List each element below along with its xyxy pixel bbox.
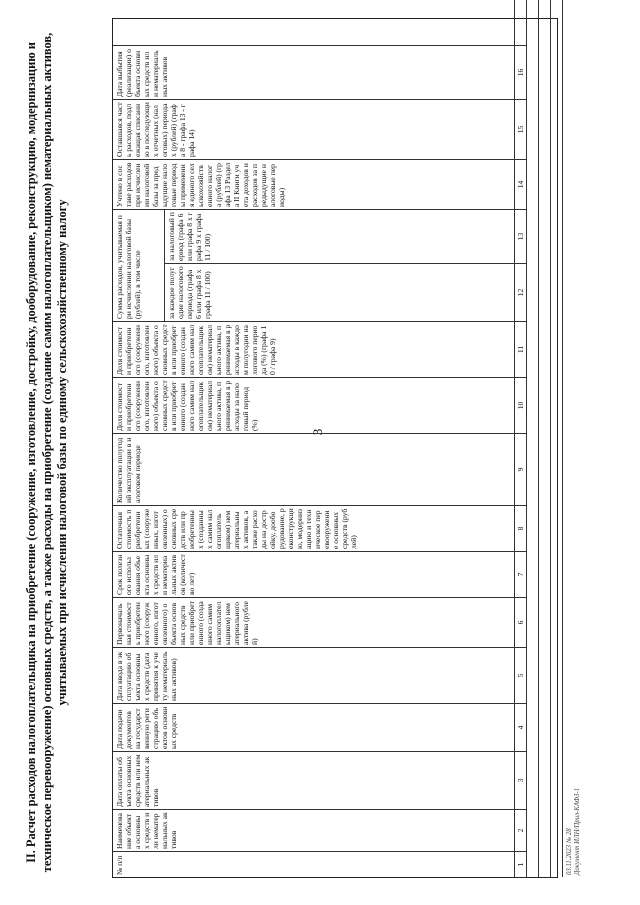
header-col-12: за каждое полугодие налогового периода (графа 6 или графа 8 x графа 11 / 100)	[165, 263, 515, 321]
column-number: 2	[515, 809, 527, 851]
header-col-6: Первоначальная стоимость приобретенного (сооруженного, изготовленного) объекта основных средств или приобретенного (созданного самим налогоплательщиком) нематериального актива (рублей)	[113, 597, 515, 647]
header-col-15: Оставшаяся часть расходов, подлежащая списанию в последующих отчетных (налоговых) периодах (рублей) (графа 8 - графа 13 - графа 14)	[113, 99, 515, 159]
header-col-1: № п/п	[113, 851, 515, 877]
column-number: 8	[515, 505, 527, 551]
column-number: 9	[515, 433, 527, 505]
header-col-9: Количество полугодий эксплуатации в налоговом периоде	[113, 433, 515, 505]
header-col-8: Остаточная стоимость приобретенных (сооруженных, изготовленных) основных средств или приобретенных (созданных самим налогоплательщиком) нематериальных активов, а также расходы на достройку, дооборудование, реконструкцию, модернизацию и техническое перевооружение основных средств (рублей)	[113, 505, 515, 551]
header-col-10: Доля стоимости приобретенного (сооруженного, изготовленного) объекта основных средств или приобретенного (созданного самим налогоплательщиком) нематериального актива, принимаемая в расходы за налоговый период (%)	[113, 377, 515, 433]
table-row	[527, 0, 539, 877]
header-col-5: Дата ввода в эксплуатацию объекта основных средств (дата принятия к учету нематериальных активов)	[113, 647, 515, 703]
document-footer	[566, 788, 582, 875]
table-row	[551, 0, 563, 877]
column-number: 3	[515, 751, 527, 809]
footer-line-date: 03.11.2023 № 28	[566, 828, 573, 875]
header-group-12-13: Сумма расходов, учитываемая при исчислении налоговой базы (рублей), в том числе	[113, 209, 165, 321]
column-number: 4	[515, 703, 527, 751]
column-number: 6	[515, 597, 527, 647]
expense-calculation-table	[112, 18, 558, 878]
column-number: 5	[515, 647, 527, 703]
header-col-14: Учтено в составе расходов при исчислении налоговой базы за предыдущие налоговые периоды применения единого сельскохозяйственного налога (рублей) (графа 13 Раздела II Книги учета доходов и расходов за предыдущие налоговые периоды)	[113, 159, 515, 209]
column-number: 11	[515, 321, 527, 377]
header-col-7: Срок полезного использования объекта основных средств или нематериальных активов (количество лет)	[113, 551, 515, 597]
header-col-16: Дата выбытия (реализации) объекта основных средств или нематериальных активов	[113, 45, 515, 99]
header-spare-column	[113, 0, 515, 45]
table-row	[563, 0, 575, 877]
header-col-11: Доля стоимости приобретенного (сооруженного, изготовленного) объекта основных средств или приобретенного (созданного самим налогоплательщиком) нематериального актива, принимаемая в расходы в каждом полугодии налогового периода (%) (графа 10 / графа 9)	[113, 321, 515, 377]
column-number: 16	[515, 45, 527, 99]
header-col-3: Дата оплаты объекта основных средств или нематериальных активов	[113, 751, 515, 809]
footer-line-doc: Документ ИЛН/Прил-КАФ3-1	[574, 787, 581, 875]
column-number: 13	[515, 209, 527, 263]
table-row	[539, 0, 551, 877]
column-number: 1	[515, 851, 527, 877]
column-number: 14	[515, 159, 527, 209]
column-number: 10	[515, 377, 527, 433]
section-heading: II. Расчет расходов налогоплательщика на приобретение (сооружение, изготовление, достройку, дооборудование, реконструкцию, модернизацию и техническое перевооружение) основных средств, а также расходы на приобретение (создание самим налогоплательщиком) нематериальных активов, учитываемых при исчислении налоговой базы по единому сельскохозяйственному налогу	[24, 32, 69, 873]
page-number: 3	[310, 428, 325, 436]
column-number: 15	[515, 99, 527, 159]
column-number-spare	[515, 0, 527, 45]
header-col-2: Наименование объекта основных средств или нематериальных активов	[113, 809, 515, 851]
column-number: 7	[515, 551, 527, 597]
header-col-4: Дата подачи документов на государственную регистрацию объектов основных средств	[113, 703, 515, 751]
column-number: 12	[515, 263, 527, 321]
header-col-13: за налоговый период (графа 6 или графа 8 x графа 9 x графа 11 / 100)	[165, 209, 515, 263]
